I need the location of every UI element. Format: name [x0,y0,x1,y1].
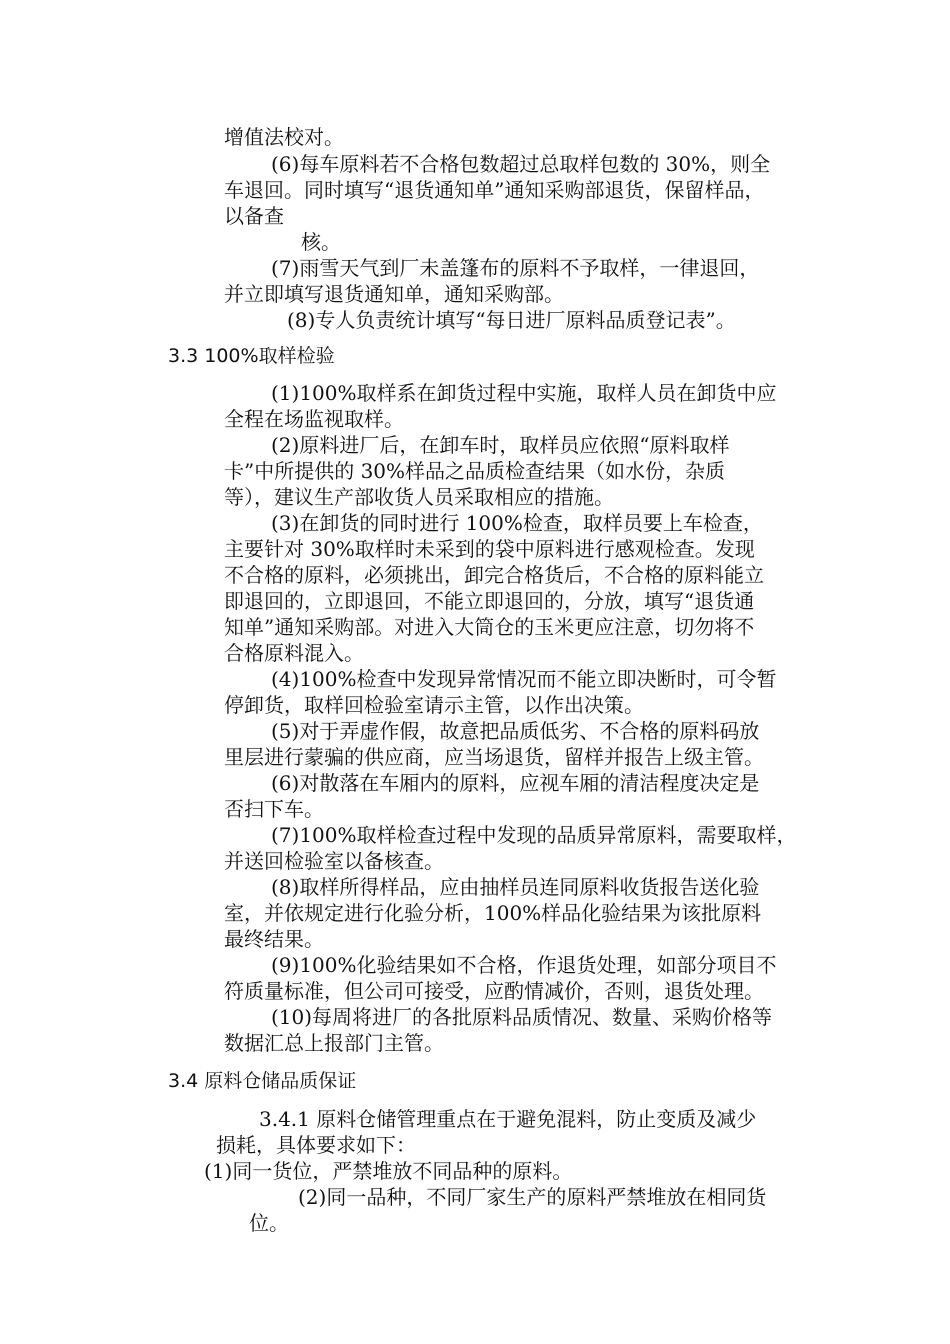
text-line: 等），建议生产部收货人员采取相应的措施。 [224,485,614,509]
text-line: 合格原料混入。 [224,641,364,665]
section-heading-3-3: 3.3 100%取样检验 [168,345,335,367]
text-line: (1)100%取样系在卸货过程中实施，取样人员在卸货中应 [271,381,777,405]
text-line: (8)专人负责统计填写“每日进厂原料品质登记表”。 [287,308,736,332]
text-line: (1)同一货位，严禁堆放不同品种的原料。 [204,1159,573,1183]
text-line: 否扫下车。 [224,797,324,821]
text-line: (10)每周将进厂的各批原料品质情况、数量、采购价格等 [271,1005,773,1029]
text-line: (7)100%取样检查过程中发现的品质异常原料，需要取样， [271,823,797,847]
text-line: (6)对散落在车厢内的原料，应视车厢的清洁程度决定是 [271,771,760,795]
text-line: 室，并依规定进行化验分析，100%样品化验结果为该批原料 [224,901,762,925]
text-line: (2)原料进厂后，在卸车时，取样员应依照“原料取样 [271,433,730,457]
text-line: 并送回检验室以备核查。 [224,849,444,873]
text-line: (9)100%化验结果如不合格，作退货处理，如部分项目不 [271,953,777,977]
text-line: 主要针对 30%取样时未采到的袋中原料进行感观检查。发现 [224,537,755,561]
text-line: (5)对于弄虚作假，故意把品质低劣、不合格的原料码放 [271,719,760,743]
text-line: 核。 [301,230,341,254]
text-line: 全程在场监视取样。 [224,407,404,431]
text-line: 并立即填写退货通知单，通知采购部。 [224,282,564,306]
text-line: (4)100%检查中发现异常情况而不能立即决断时，可令暂 [271,667,777,691]
text-line: 停卸货，取样回检验室请示主管，以作出决策。 [224,693,644,717]
text-line: 即退回的，立即退回，不能立即退回的，分放，填写“退货通 [224,589,755,613]
text-line: 损耗，具体要求如下： [216,1133,416,1157]
text-line: 里层进行蒙骗的供应商，应当场退货，留样并报告上级主管。 [224,745,764,769]
text-line: 符质量标准，但公司可接受，应酌情减价，否则，退货处理。 [224,979,764,1003]
text-line: 知单”通知采购部。对进入大筒仓的玉米更应注意，切勿将不 [224,615,755,639]
text-line: (8)取样所得样品，应由抽样员连同原料收货报告送化验 [271,875,760,899]
section-heading-3-4: 3.4 原料仓储品质保证 [168,1070,357,1092]
text-line: 以备查 [224,204,284,228]
text-line: 数据汇总上报部门主管。 [224,1031,444,1055]
text-line: 增值法校对。 [224,125,344,149]
text-line: 车退回。同时填写“退货通知单”通知采购部退货，保留样品， [224,178,765,202]
text-line: (6)每车原料若不合格包数超过总取样包数的 30%，则全 [271,152,771,176]
text-line: 最终结果。 [224,927,324,951]
text-line: 不合格的原料，必须挑出，卸完合格货后，不合格的原料能立 [224,563,764,587]
text-line: (7)雨雪天气到厂未盖篷布的原料不予取样，一律退回， [271,256,760,280]
text-line: 3.4.1 原料仓储管理重点在于避免混料，防止变质及减少 [259,1107,757,1131]
text-line: (3)在卸货的同时进行 100%检查，取样员要上车检查， [271,511,763,535]
text-line: (2)同一品种，不同厂家生产的原料严禁堆放在相同货 [298,1185,767,1209]
text-line: 位。 [249,1211,289,1235]
text-line: 卡”中所提供的 30%样品之品质检查结果（如水份，杂质 [224,459,726,483]
